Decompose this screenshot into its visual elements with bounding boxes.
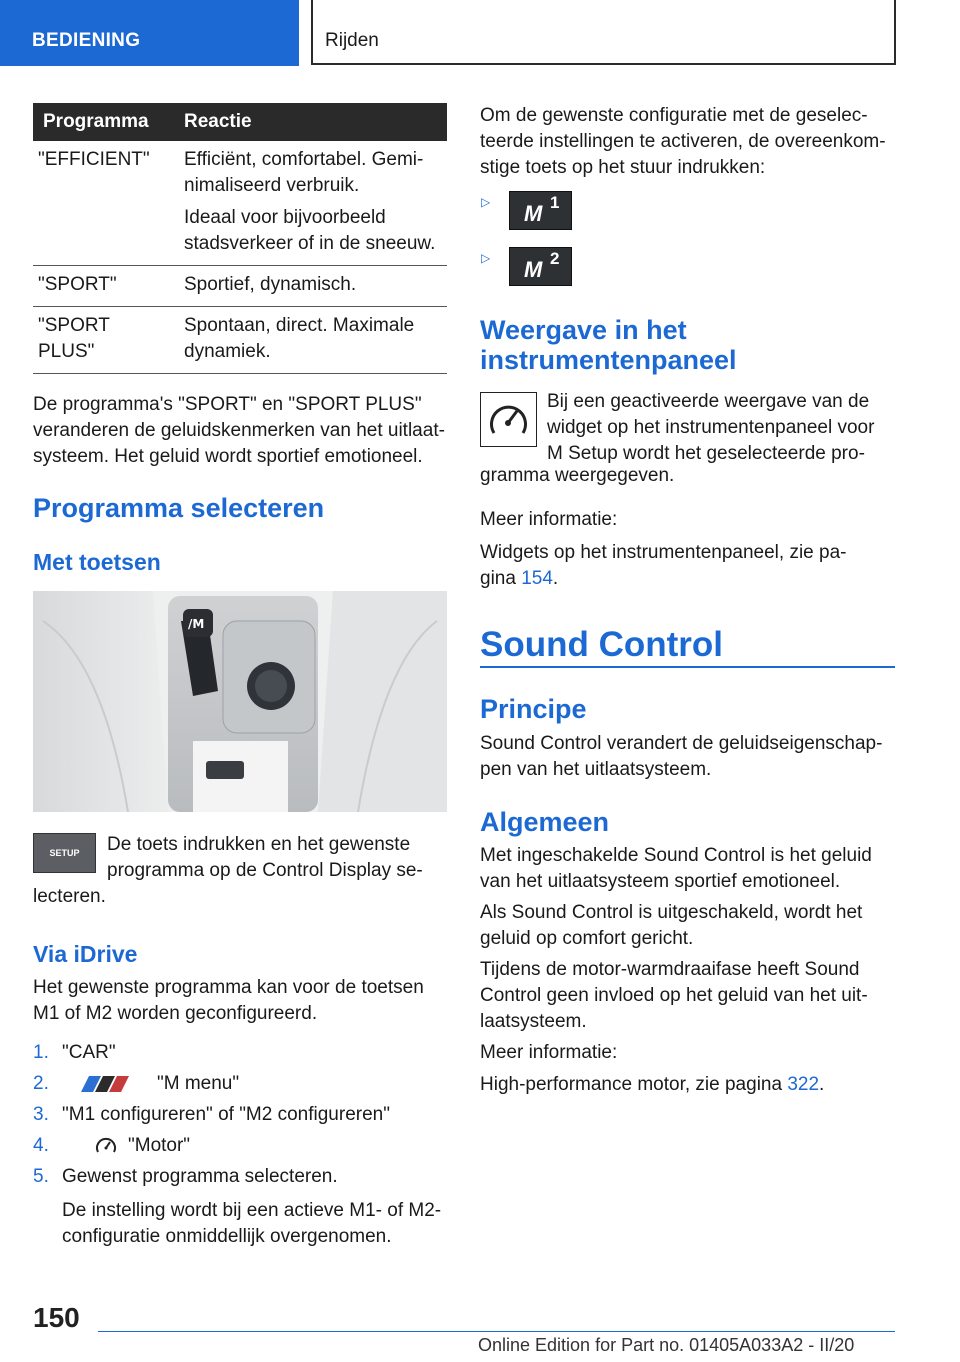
gauge-icon bbox=[95, 1136, 117, 1156]
general-p1: Met ingeschakelde Sound Control is het geluid van het uitlaatsysteem sportief emotioneel. bbox=[480, 845, 872, 892]
table-row bbox=[33, 266, 447, 307]
table-header-program: Programma bbox=[33, 103, 180, 141]
widgets-reference: Widgets op het instrumentenpaneel, zie pa- gina 154. bbox=[480, 542, 847, 589]
m-stripes-icon bbox=[75, 1076, 135, 1092]
page-number: 150 bbox=[33, 1302, 80, 1333]
m2-button: M 2 bbox=[509, 247, 572, 286]
heading-rule bbox=[480, 666, 895, 668]
intro-paragraph: De programma's "SPORT" en "SPORT PLUS" veranderen de geluidskenmerken van het uitlaat- systeem. Het geluid wordt sportief emotioneel. bbox=[33, 394, 445, 467]
page-link-322[interactable]: 322 bbox=[787, 1074, 820, 1095]
section-title: BEDIENING bbox=[32, 30, 141, 51]
page-link-154[interactable]: 154 bbox=[521, 568, 553, 589]
svg-text:/M: /M bbox=[188, 617, 205, 631]
header-underline bbox=[311, 63, 896, 65]
config-intro: Om de gewenste configuratie met de geselec- teerde instellingen te activeren, de overeenkom- stige toets op het stuur indrukken: bbox=[480, 105, 886, 178]
table-cell-program: "SPORT PLUS" bbox=[33, 307, 180, 374]
header-divider bbox=[311, 0, 313, 64]
heading-display: Weergave in het instrumentenpaneel bbox=[480, 315, 737, 375]
general-p2: Als Sound Control is uitgeschakeld, wordt het geluid op comfort gericht. bbox=[480, 902, 863, 949]
idrive-text: Het gewenste programma kan voor de toetsen M1 of M2 worden geconfigureerd. bbox=[33, 977, 424, 1024]
center-console-image bbox=[33, 591, 447, 812]
setup-text-cont: lecteren. bbox=[33, 886, 106, 907]
header-divider-right bbox=[894, 0, 896, 65]
table-row bbox=[33, 307, 447, 374]
section-tab bbox=[0, 0, 299, 66]
engine-reference: High-performance motor, zie pagina 322. bbox=[480, 1074, 825, 1095]
table-cell-program: "SPORT" bbox=[33, 266, 180, 307]
heading-principle: Principe bbox=[480, 694, 587, 724]
setup-text: De toets indrukken en het gewenste programma op de Control Display se- bbox=[107, 834, 423, 881]
chapter-title: Rijden bbox=[325, 30, 379, 51]
display-text: Bij een geactiveerde weergave van de widget op het instrumentenpaneel voor M Setup wordt het geselecteerde pro- bbox=[547, 391, 875, 464]
step5-note: De instelling wordt bij een actieve M1- of M2- configuratie onmiddellijk overgenomen. bbox=[62, 1200, 442, 1247]
table-cell-reaction: Spontaan, direct. Maximale dynamiek. bbox=[180, 307, 447, 374]
table-cell-reaction: Sportief, dynamisch. bbox=[180, 266, 447, 307]
table-cell-reaction: Efficiënt, comfortabel. Gemi- nimaliseerd verbruik. Ideaal voor bijvoorbeeld stadsverkeer of in de sneeuw. bbox=[180, 141, 447, 266]
display-text-cont: gramma weergegeven. bbox=[480, 465, 675, 486]
heading-with-keys: Met toetsen bbox=[33, 549, 161, 575]
more-info-label: Meer informatie: bbox=[480, 509, 618, 530]
principle-text: Sound Control verandert de geluidseigenschap- pen van het uitlaatsysteem. bbox=[480, 733, 883, 780]
setup-button: SETUP bbox=[33, 833, 96, 873]
heading-general: Algemeen bbox=[480, 807, 610, 837]
footer-edition: Online Edition for Part no. 01405A033A2 - II/20 bbox=[478, 1335, 855, 1355]
m1-button: M 1 bbox=[509, 191, 572, 230]
heading-via-idrive: Via iDrive bbox=[33, 941, 138, 967]
heading-select-program: Programma selecteren bbox=[33, 493, 325, 523]
footer-rule bbox=[98, 1331, 895, 1332]
general-p3: Tijdens de motor-warmdraaifase heeft Sound Control geen invloed op het geluid van het uit- laatsysteem. bbox=[480, 959, 868, 1032]
table-header-reaction: Reactie bbox=[180, 103, 447, 141]
table-row bbox=[33, 141, 447, 266]
program-table bbox=[33, 103, 447, 374]
more-info-label-2: Meer informatie: bbox=[480, 1042, 618, 1063]
bullet-triangle-icon: ▷ bbox=[481, 251, 491, 265]
instrument-gauge-icon bbox=[480, 392, 537, 447]
bullet-triangle-icon: ▷ bbox=[481, 195, 491, 209]
table-cell-program: "EFFICIENT" bbox=[33, 141, 180, 266]
heading-sound-control: Sound Control bbox=[480, 625, 724, 664]
